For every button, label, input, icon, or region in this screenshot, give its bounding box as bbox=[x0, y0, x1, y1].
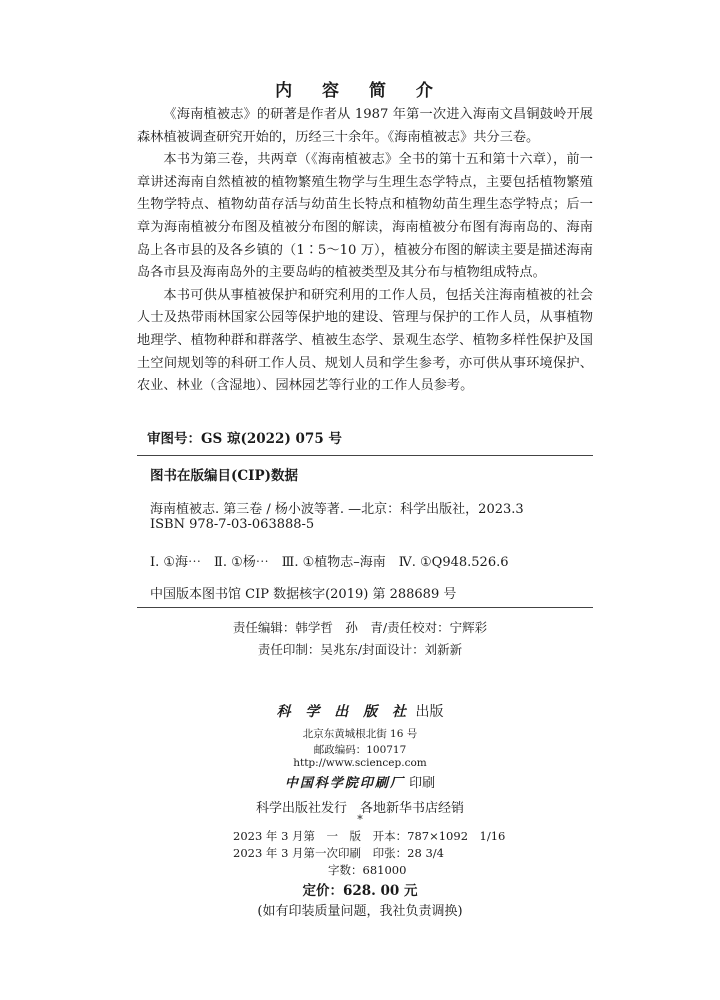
edition-line-1 bbox=[233, 828, 505, 844]
price: 定价：628. 00 元 bbox=[302, 883, 418, 899]
printer-logo-text: 中国科学院印刷厂 bbox=[284, 776, 405, 791]
publisher-logo-text: 科 学 出 版 社 bbox=[276, 704, 412, 720]
separator-asterisk: * bbox=[357, 813, 363, 826]
publisher-url: http://www.sciencep.com bbox=[293, 757, 427, 769]
cip-heading: 图书在版编目(CIP)数据 bbox=[150, 468, 298, 484]
divider-top bbox=[137, 455, 593, 456]
cip-library-number: 中国版本图书馆 CIP 数据核字(2019) 第 288689 号 bbox=[150, 587, 457, 602]
edition-date: 2023 年 3 月第 一 版 bbox=[233, 829, 362, 843]
summary-paragraph-2: 本书为第三卷，共两章（《海南植被志》全书的第十五和第十六章），前一章讲述海南自然植被的植物繁殖生物学与生理生态学特点，主要包括植物繁殖生物学特点、植物幼苗存活与幼苗生长特点和植物幼苗生理生态学特点；后一章为海南植被分布图及植被分布图的解读，海南植被分布图有海南岛的、海南岛上各市县的及各乡镇的（1∶5～10 万），植被分布图的解读主要是描述海南岛各市县及海南岛外的主要岛屿的植被类型及其分布与植物组成特点。 bbox=[137, 152, 593, 281]
printer-suffix: 印刷 bbox=[409, 776, 436, 791]
distribution-line: 科学出版社发行 各地新华书店经销 bbox=[255, 801, 464, 816]
publisher-line bbox=[0, 701, 720, 721]
publisher-postcode: 邮政编码：100717 bbox=[313, 744, 407, 756]
edition-line-2 bbox=[233, 845, 444, 861]
page-title: 内 容 简 介 bbox=[275, 81, 445, 101]
sheet-count: 印张：28 3/4 bbox=[372, 846, 444, 860]
publisher-suffix: 出版 bbox=[415, 704, 444, 720]
printer-line bbox=[0, 772, 720, 791]
content-summary bbox=[137, 104, 593, 398]
cip-isbn: ISBN 978-7-03-063888-5 bbox=[150, 517, 315, 532]
summary-paragraph-3: 本书可供从事植被保护和研究利用的工作人员，包括关注海南植被的社会人士及热带雨林国家公园等保护地的建设、管理与保护的工作人员，从事植物地理学、植物种群和群落学、植被生态学、景观生态学、植物多样性保护及国土空间规划等的科研工作人员、规划人员和学生参考，亦可供从事环境保护、农业、林业（含湿地）、园林园艺等行业的工作人员参考。 bbox=[137, 287, 593, 394]
word-count: 字数：681000 bbox=[328, 863, 407, 877]
staff-production: 责任印制：吴兆东/封面设计：刘新新 bbox=[257, 642, 463, 657]
print-date: 2023 年 3 月第一次印刷 bbox=[233, 846, 362, 860]
staff-editors: 责任编辑：韩学哲 孙 青/责任校对：宁辉彩 bbox=[232, 620, 488, 635]
divider-bottom bbox=[137, 607, 593, 608]
cip-classification: Ⅰ. ①海⋯ Ⅱ. ①杨⋯ Ⅲ. ①植物志–海南 Ⅳ. ①Q948.526.6 bbox=[150, 555, 509, 570]
publisher-address: 北京东黄城根北街 16 号 bbox=[302, 728, 418, 740]
map-review-number: 审图号：GS 琼(2022) 075 号 bbox=[147, 431, 342, 447]
quality-notice: (如有印装质量问题，我社负责调换) bbox=[257, 904, 463, 919]
format-size: 开本：787×1092 1/16 bbox=[372, 829, 506, 843]
summary-paragraph-1: 《海南植被志》的研著是作者从 1987 年第一次进入海南文昌铜鼓岭开展森林植被调查研究开始的，历经三十余年。《海南植被志》共分三卷。 bbox=[137, 107, 593, 145]
cip-record: 海南植被志. 第三卷 / 杨小波等著. —北京：科学出版社，2023.3 bbox=[150, 502, 524, 517]
